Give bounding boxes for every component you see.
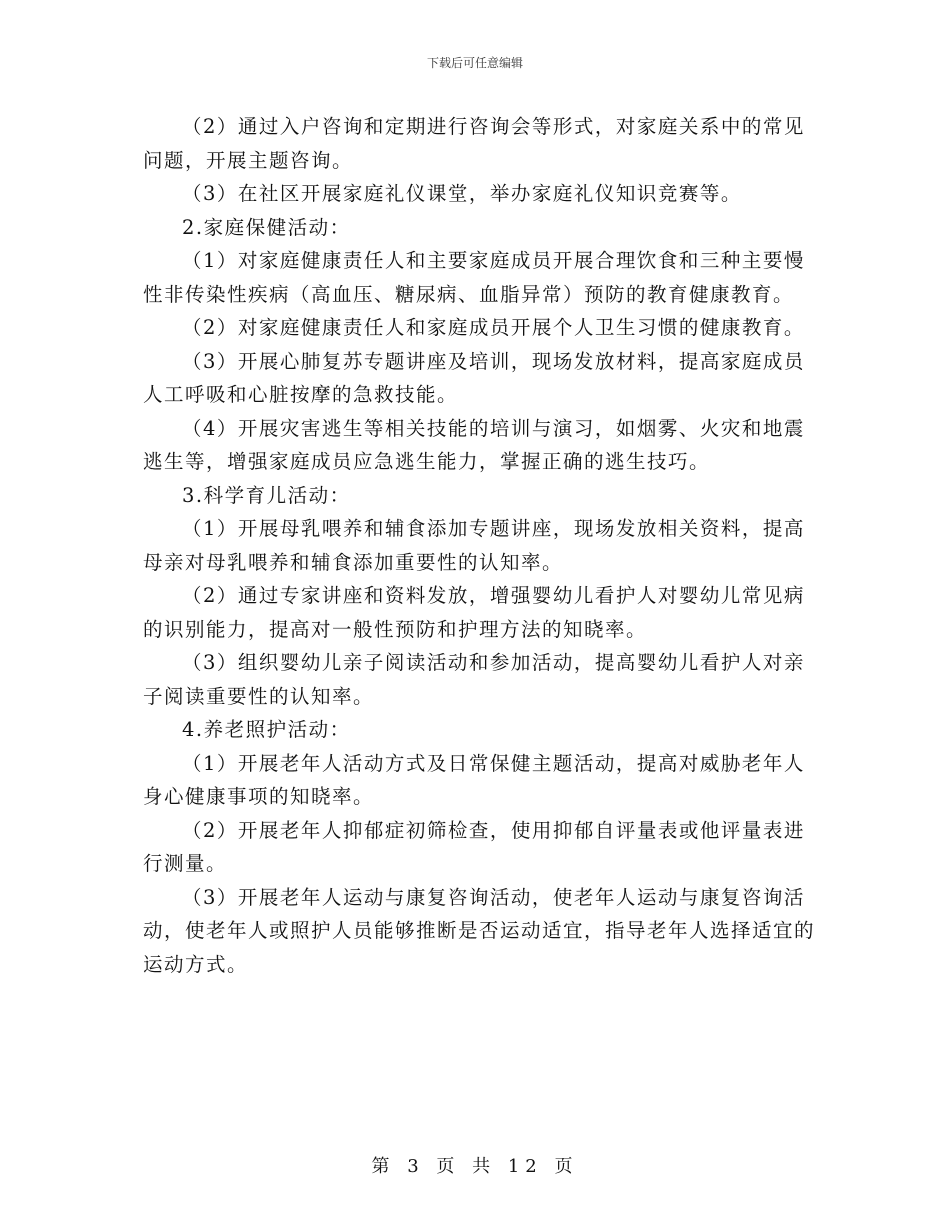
document-body bbox=[143, 110, 815, 981]
page-header: 下载后可任意编辑 bbox=[426, 56, 523, 70]
section-heading: 4.养老照护活动： bbox=[182, 718, 351, 741]
paragraph: （4）开展灾害逃生等相关技能的培训与演习，如烟雾、火灾和地震逃生等，增强家庭成员应急逃生能力，掌握正确的逃生技巧。 bbox=[143, 416, 805, 473]
paragraph: （1）开展母乳喂养和辅食添加专题讲座，现场发放相关资料，提高母亲对母乳喂养和辅食添加重要性的认知率。 bbox=[143, 517, 805, 574]
paragraph: （3）开展心肺复苏专题讲座及培训，现场发放材料，提高家庭成员人工呼吸和心脏按摩的急救技能。 bbox=[143, 349, 805, 406]
paragraph: （1）开展老年人活动方式及日常保健主题活动，提高对威胁老年人身心健康事项的知晓率。 bbox=[143, 751, 805, 808]
paragraph: （2）开展老年人抑郁症初筛检查，使用抑郁自评量表或他评量表进行测量。 bbox=[143, 818, 805, 875]
section-heading: 2.家庭保健活动： bbox=[182, 215, 351, 239]
paragraph: （3）在社区开展家庭礼仪课堂，举办家庭礼仪知识竞赛等。 bbox=[182, 182, 742, 205]
paragraph: （2）对家庭健康责任人和家庭成员开展个人卫生习惯的健康教育。 bbox=[182, 316, 805, 339]
page-number-footer: 第 3 页 共 12 页 bbox=[371, 1156, 579, 1177]
section-heading: 3.科学育儿活动： bbox=[182, 483, 351, 507]
paragraph: （3）开展老年人运动与康复咨询活动，使老年人运动与康复咨询活动，使老年人或照护人员能够推断是否运动适宜，指导老年人选择适宜的运动方式。 bbox=[143, 885, 816, 976]
paragraph: （2）通过专家讲座和资料发放，增强婴幼儿看护人对婴幼儿常见病的识别能力，提高对一般性预防和护理方法的知晓率。 bbox=[143, 584, 805, 641]
paragraph: （2）通过入户咨询和定期进行咨询会等形式，对家庭关系中的常见问题，开展主题咨询。 bbox=[143, 115, 805, 172]
paragraph: （3）组织婴幼儿亲子阅读活动和参加活动，提高婴幼儿看护人对亲子阅读重要性的认知率。 bbox=[143, 651, 805, 708]
paragraph: （1）对家庭健康责任人和主要家庭成员开展合理饮食和三种主要慢性非传染性疾病（高血压、糖尿病、血脂异常）预防的教育健康教育。 bbox=[143, 249, 805, 306]
